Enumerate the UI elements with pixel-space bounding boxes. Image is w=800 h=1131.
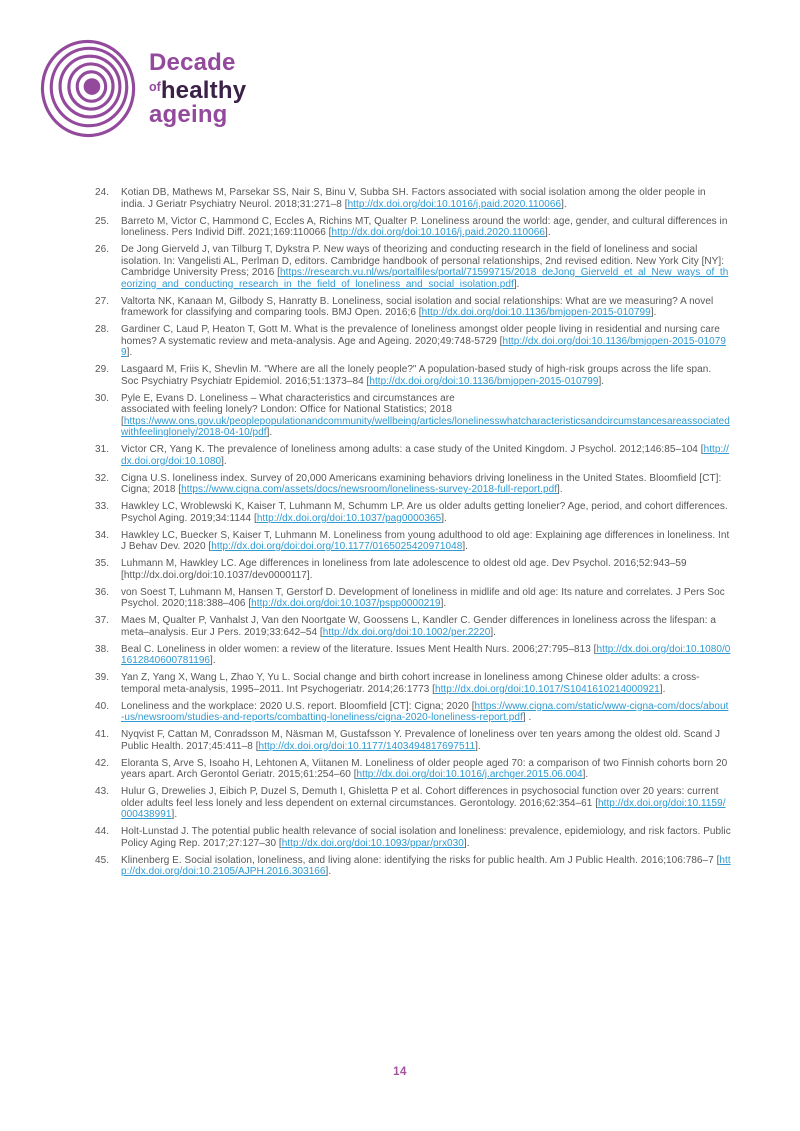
reference-text — [121, 324, 731, 359]
reference-item — [95, 729, 731, 752]
reference-item — [95, 672, 731, 695]
reference-text — [121, 758, 731, 781]
ring-center-dot — [84, 78, 101, 95]
reference-text-segment: [ — [121, 415, 124, 427]
reference-number: 27. — [95, 295, 110, 307]
reference-number: 36. — [95, 586, 110, 598]
reference-text-segment: ]. — [325, 866, 332, 877]
reference-item — [95, 758, 731, 781]
reference-number: 24. — [95, 187, 110, 198]
reference-text — [121, 672, 731, 695]
reference-link[interactable]: http://dx.doi.org/doi:10.1136/bmjopen-2015-010799 — [421, 307, 651, 318]
reference-text-segment: Kotian DB, Mathews M, Parsekar SS, Nair S, Binu V, Subba SH. Factors associated with social isolation among the older people in india. J Geriatr Psychiatry Neurol. 2018;31:271–8 [ — [121, 187, 706, 210]
reference-text-segment: Victor CR, Yang K. The prevalence of loneliness among adults: a case study of the United Kingdom. J Psychol. 2012;146:85–104 [ — [121, 444, 704, 455]
reference-item — [95, 587, 731, 610]
reference-item — [95, 324, 731, 359]
logo-text-decade: Decade — [149, 49, 236, 76]
reference-item — [95, 501, 731, 524]
reference-text-segment: Holt-Lunstad J. The potential public health relevance of social isolation and loneliness: prevalence, epidemiology, and risk factors. Public Policy Aging Rep. 2017;27:127–30 [ — [121, 826, 731, 849]
reference-text — [121, 444, 731, 467]
reference-link[interactable]: http://dx.doi.org/doi:10.2105/AJPH.2016.303166 — [121, 854, 731, 877]
reference-link[interactable]: https://www.cigna.com/static/www-cigna-com/docs/about-us/newsroom/studies-and-reports/combatting-loneliness/cigna-2020-loneliness-report.pdf — [121, 700, 729, 723]
page-footer — [0, 1062, 800, 1080]
reference-link[interactable]: http://dx.doi.org/doi:doi.org/10.1177/0165025420971048 — [211, 541, 463, 552]
reference-text-segment: Pyle E, Evans D. Loneliness – What characteristics and circumstances are — [121, 392, 455, 404]
reference-number: 44. — [95, 826, 110, 837]
reference-text-segment: Nyqvist F, Cattan M, Conradsson M, Näsman M, Gustafsson Y. Prevalence of loneliness over ten years among the oldest old. Scand J Public Health. 2017;45:411–8 [ — [121, 729, 721, 752]
reference-link[interactable]: http://dx.doi.org/doi:10.1093/ppar/prx030 — [281, 837, 464, 849]
reference-text — [121, 216, 731, 239]
reference-text-segment: ]. — [266, 427, 273, 438]
reference-text — [121, 364, 731, 387]
reference-item — [95, 558, 731, 581]
reference-link[interactable]: http://dx.doi.org/doi:10.1037/pspp0000219 — [251, 598, 441, 609]
reference-text-segment: ]. — [557, 484, 563, 495]
reference-text-segment: Barreto M, Victor C, Hammond C, Eccles A, Richins MT, Qualter P. Loneliness around the world: age, gender, and cultural differences in loneliness. Pers Individ Diff. 2021;169:110066 [ — [121, 215, 728, 238]
reference-text — [121, 393, 731, 439]
logo — [40, 36, 246, 141]
reference-text — [121, 530, 731, 553]
reference-number: 28. — [95, 324, 110, 335]
reference-text-segment: ]. — [440, 598, 447, 609]
reference-text — [121, 786, 731, 821]
reference-number: 43. — [95, 786, 110, 797]
reference-item — [95, 393, 731, 439]
reference-text-segment: ]. — [582, 769, 589, 780]
reference-text — [121, 187, 731, 210]
reference-text-segment: von Soest T, Luhmann M, Hansen T, Gerstorf D. Development of loneliness in midlife and old age: Its nature and correlates. J Pers Soc Psychol. 2020;118:388–406 [ — [121, 586, 725, 609]
logo-text-of: of — [149, 80, 161, 94]
reference-number: 26. — [95, 244, 110, 255]
reference-text — [121, 615, 731, 638]
reference-number: 29. — [95, 364, 110, 375]
reference-item — [95, 444, 731, 467]
reference-number: 37. — [95, 615, 110, 626]
reference-text-segment: ]. — [561, 198, 567, 210]
reference-text-segment: ]. — [475, 740, 481, 752]
reference-link[interactable]: http://dx.doi.org/doi:10.1136/bmjopen-2015-010799 — [369, 375, 599, 387]
reference-link[interactable]: http://dx.doi.org/doi:10.1080/01612840600781196 — [121, 643, 731, 666]
reference-text — [121, 244, 731, 290]
reference-link[interactable]: http://dx.doi.org/doi:10.1159/000438991 — [121, 797, 726, 820]
reference-item — [95, 187, 731, 210]
reference-text-segment: ]. — [598, 375, 605, 387]
reference-text-segment: ]. — [462, 541, 468, 552]
reference-item — [95, 701, 731, 724]
reference-number: 32. — [95, 472, 110, 484]
reference-number: 42. — [95, 757, 110, 769]
reference-text — [121, 501, 731, 524]
reference-text-segment: ]. — [171, 809, 178, 820]
reference-text — [121, 644, 731, 667]
reference-text — [121, 826, 731, 849]
logo-text-healthy: healthy — [160, 77, 247, 104]
reference-number: 35. — [95, 558, 110, 569]
reference-text-segment: ]. — [210, 655, 216, 666]
concentric-rings-icon — [40, 36, 138, 141]
reference-text — [121, 296, 731, 319]
reference-item — [95, 296, 731, 319]
reference-number: 25. — [95, 215, 110, 227]
reference-text-segment: ]. — [463, 837, 470, 849]
reference-link[interactable]: http://dx.doi.org/doi:10.1136/bmjopen-2015-010799 — [121, 335, 726, 358]
reference-text — [121, 729, 731, 752]
reference-text-segment: Gardiner C, Laud P, Heaton T, Gott M. What is the prevalence of loneliness amongst older people living in residential and nursing care homes? A systematic review and meta-analysis. Age and Ageing. 2020;49:748-5729 [ — [121, 324, 720, 347]
reference-item — [95, 364, 731, 387]
references-list — [95, 187, 731, 883]
reference-number: 39. — [95, 672, 110, 683]
reference-text-segment: ]. — [126, 347, 133, 358]
reference-number: 30. — [95, 392, 110, 404]
reference-item — [95, 244, 731, 290]
reference-text-segment: ]. — [513, 278, 520, 290]
reference-link[interactable]: https://www.cigna.com/assets/docs/newsroom/loneliness-survey-2018-full-report.pdf — [181, 484, 558, 495]
reference-item — [95, 615, 731, 638]
page-number: 14 — [393, 1066, 407, 1078]
reference-number: 40. — [95, 700, 110, 712]
reference-text-segment: Beal C. Loneliness in older women: a review of the literature. Issues Ment Health Nurs. 2006;27:795–813 [ — [121, 643, 597, 655]
reference-text-segment: ]. — [221, 455, 227, 467]
reference-link[interactable]: http://dx.doi.org/doi:10.1037/pag0000365 — [256, 512, 442, 524]
reference-link[interactable]: http://dx.doi.org/doi:10.1016/j.archger.2015.06.004 — [356, 769, 583, 780]
reference-item — [95, 826, 731, 849]
reference-item — [95, 855, 731, 878]
reference-text-segment: Loneliness and the workplace: 2020 U.S. report. Bloomfield [CT]: Cigna; 2020 [ — [121, 700, 475, 712]
reference-text-segment: Cigna U.S. loneliness index. Survey of 20,000 Americans examining behaviors driving loneliness in the United States. Bloomfield [CT]: Cigna; 2018 [ — [121, 472, 722, 495]
reference-text-segment: ]. — [545, 227, 551, 238]
reference-item — [95, 216, 731, 239]
reference-link[interactable]: http://dx.doi.org/doi:10.1017/S1041610214000921 — [434, 683, 660, 695]
reference-link[interactable]: http://dx.doi.org/doi:10.1177/1403494817697511 — [258, 740, 476, 752]
reference-text — [121, 587, 731, 610]
reference-text-segment: Valtorta NK, Kanaan M, Gilbody S, Hanratty B. Loneliness, social isolation and social relationships: What are we measuring? A novel framework for classifying and comparing tools. BMJ Open. 2016;6 [ — [121, 295, 714, 318]
reference-number: 45. — [95, 854, 110, 866]
reference-text — [121, 701, 731, 724]
reference-text-segment: Lasgaard M, Friis K, Shevlin M. "Where are all the lonely people?" A population-based study of high-risk groups across the life span. Soc Psychiatry Psychiatr Epidemiol. 2016;51:1373–84 [ — [121, 364, 712, 387]
reference-text-segment: Maes M, Qualter P, Vanhalst J, Van den Noortgate W, Goossens L, Kandler C. Gender differences in loneliness across the lifespan: a meta–analysis. Eur J Pers. 2019;33:642–54 [ — [121, 615, 716, 638]
reference-link[interactable]: https://research.vu.nl/ws/portalfiles/portal/71599715/2018_deJong_Gierveld_et_al_New_ways_of_theorizing_and_conducting_research_in_the_field_of_loneliness_and_social_isolation.pdf — [121, 267, 729, 290]
reference-text-segment: De Jong Gierveld J, van Tilburg T, Dykstra P. New ways of theorizing and conducting research in the field of loneliness and social isolation. In: Vangelisti AL, Perlman D, editors. Cambridge handbook of personal relationships, 2nd revised edition. New York City [NY]: Cambridge University Press; 2016 [ — [121, 244, 725, 278]
logo-text-ageing: ageing — [149, 101, 228, 128]
reference-text-segment: Klinenberg E. Social isolation, loneliness, and living alone: identifying the risks for public health. Am J Public Health. 2016;106:786–7 [ — [121, 854, 720, 866]
reference-link[interactable]: https://www.ons.gov.uk/peoplepopulationandcommunity/wellbeing/articles/lonelinesswhatcharacteristicsandcircumstancesareassociatedwithfeelinglonely/2018-04-10/pdf — [121, 415, 730, 438]
reference-text-segment: ]. — [659, 683, 666, 695]
reference-text — [121, 855, 731, 878]
reference-text-segment: Luhmann M, Hawkley LC. Age differences in loneliness from late adolescence to oldest old age. Dev Psychol. 2016;52:943–59 [http://dx.doi.org/doi:10.1037/dev0000117]. — [121, 558, 687, 581]
reference-text-segment: ] . — [522, 712, 532, 723]
reference-link[interactable]: http://dx.doi.org/doi:10.1016/j.paid.2020.110066 — [331, 227, 545, 238]
reference-link[interactable]: http://dx.doi.org/doi:10.1080 — [121, 444, 729, 467]
reference-text-segment: ]. — [650, 307, 657, 318]
reference-text-segment: Hawkley LC, Wroblewski K, Kaiser T, Luhmann M, Schumm LP. Are us older adults getting lonelier? Age, period, and cohort differences. Psychol Aging. 2019;34:1144 [ — [121, 501, 728, 524]
reference-text-segment: ]. — [490, 626, 496, 638]
reference-text-segment: Hulur G, Drewelies J, Eibich P, Duzel S, Demuth I, Ghisletta P et al. Cohort differences in psychosocial function over 20 years: current older adults feel less lonely and less dependent on external circumstances. Gerontology. 2016;62:354–61 [ — [121, 786, 719, 809]
reference-number: 34. — [95, 529, 110, 541]
reference-item — [95, 644, 731, 667]
reference-number: 38. — [95, 643, 110, 655]
reference-item — [95, 473, 731, 496]
reference-number: 41. — [95, 729, 110, 740]
reference-text-segment: ]. — [441, 512, 447, 524]
reference-text — [121, 558, 731, 581]
reference-text-segment: Eloranta S, Arve S, Isoaho H, Lehtonen A, Viitanen M. Loneliness of older people aged 70: a comparison of two Finnish cohorts born 20 years apart. Arch Gerontol Geriatr. 2015;61:254–60 [ — [121, 757, 728, 780]
reference-number: 31. — [95, 444, 110, 455]
reference-link[interactable]: http://dx.doi.org/doi:10.1002/per.2220 — [322, 626, 491, 638]
logo-wordmark — [149, 36, 246, 127]
reference-item — [95, 530, 731, 553]
reference-link[interactable]: http://dx.doi.org/doi:10.1016/j.paid.2020.110066 — [347, 198, 562, 210]
reference-text-segment: associated with feeling lonely? London: Office for National Statistics; 2018 — [121, 404, 453, 415]
reference-number: 33. — [95, 501, 110, 512]
reference-text — [121, 473, 731, 496]
reference-item — [95, 786, 731, 821]
reference-text-segment: Yan Z, Yang X, Wang L, Zhao Y, Yu L. Social change and birth cohort increase in loneliness among Chinese older adults: a cross-temporal meta-analysis, 1995–2011. Int Psychogeriatr. 2014;26:1773 [ — [121, 672, 700, 695]
reference-text-segment: Hawkley LC, Buecker S, Kaiser T, Luhmann M. Loneliness from young adulthood to old age: Explaining age differences in loneliness. Int J Behav Dev. 2020 [ — [121, 529, 730, 552]
